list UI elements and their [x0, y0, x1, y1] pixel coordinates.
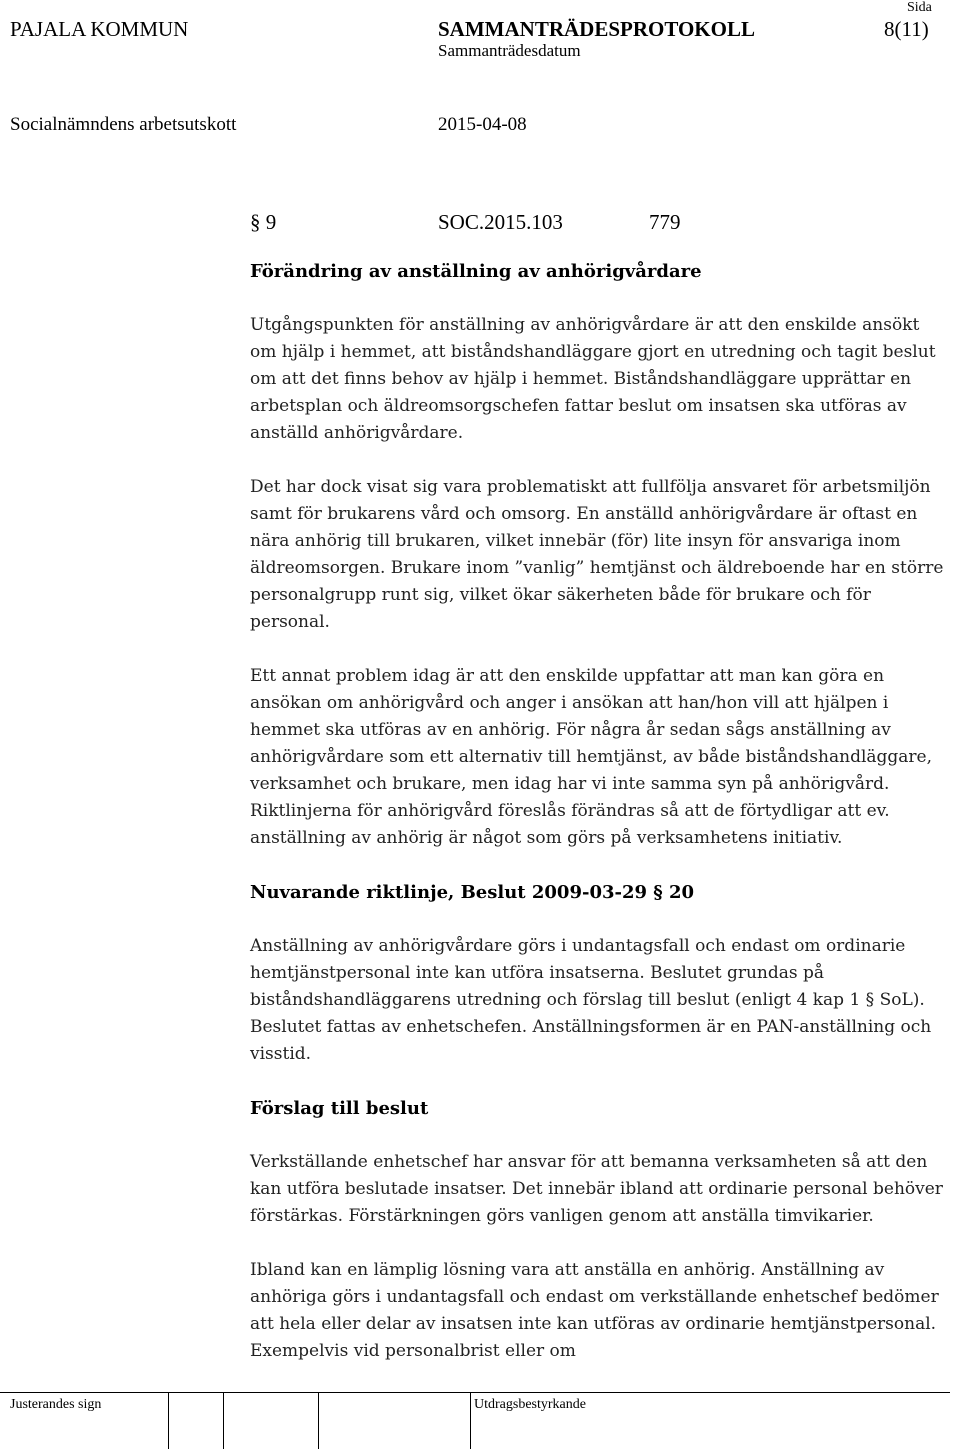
footer-divider [0, 1392, 950, 1393]
organization-name: PAJALA KOMMUN [10, 17, 189, 41]
paragraph: Ibland kan en lämplig lösning vara att anställa en anhörig. Anställning av anhöriga görs i undantagsfall och endast om verkställande enhetschef bedömer att hela eller delar av insatsen inte kan utföras av ordinarie hemtjänstpersonal. Exempelvis vid personalbrist eller om [250, 1260, 939, 1361]
meeting-date-label: Sammanträdesdatum [438, 41, 581, 60]
page-number: 8(11) [884, 17, 929, 41]
paragraph: Verkställande enhetschef har ansvar för att bemanna verksamheten så att den kan utföra beslutade insatser. Det innebär ibland att ordinarie personal behöver förstärkas. Förstärkningen görs vanligen genom att anställa timvikarier. [250, 1152, 943, 1226]
protocol-section [250, 210, 950, 1365]
paragraph: Ett annat problem idag är att den enskilde uppfattar att man kan göra en ansökan om anhörigvård och anger i ansökan att han/hon vill att hjälpen i hemmet ska utföras av en anhörig. För några år sedan sågs anställning av anhörigvårdare som ett alternativ till hemtjänst, av både biståndshandläggare, verksamhet och brukare, men idag har vi inte samma syn på anhörigvård. Riktlinjerna för anhörigvård föreslås förändras så att de förtydligar att ev. anställning av anhörig är något som görs på verksamhetens initiativ. [250, 666, 933, 848]
subheading-proposal: Förslag till beslut [250, 1098, 429, 1119]
document-title: SAMMANTRÄDESPROTOKOLL [438, 17, 755, 41]
signature-box-divider [470, 1392, 471, 1449]
subheading-current-guideline: Nuvarande riktlinje, Beslut 2009-03-29 § 20 [250, 882, 695, 903]
section-number: § 9 [250, 210, 277, 234]
signature-box-divider [168, 1392, 169, 1449]
document-number: 779 [649, 210, 681, 234]
signature-box-divider [223, 1392, 224, 1449]
case-reference: SOC.2015.103 [438, 210, 563, 234]
extract-certification-label: Utdragsbestyrkande [474, 1397, 586, 1412]
section-title: Förändring av anställning av anhörigvårdare [250, 261, 702, 282]
paragraph: Anställning av anhörigvårdare görs i undantagsfall och endast om ordinarie hemtjänstpersonal inte kan utföra insatserna. Beslutet grundas på biståndshandläggarens utredning och förslag till beslut (enligt 4 kap 1 § SoL). Beslutet fattas av enhetschefen. Anställningsformen är en PAN-anställning och visstid. [250, 936, 932, 1064]
signature-box-divider [318, 1392, 319, 1449]
paragraph: Utgångspunkten för anställning av anhörigvårdare är att den enskilde ansökt om hjälp i hemmet, att biståndshandläggare gjort en utredning och tagit beslut om att det finns behov av hjälp i hemmet. Biståndshandläggare upprättar en arbetsplan och äldreomsorgschefen fattar beslut om insatsen ska utföras av anställd anhörigvårdare. [250, 315, 936, 443]
paragraph: Det har dock visat sig vara problematiskt att fullfölja ansvaret för arbetsmiljön samt för brukarens vård och omsorg. En anställd anhörigvårdare är oftast en nära anhörig till brukaren, vilket innebär (för) lite insyn för ansvariga inom äldreomsorgen. Brukare inom ”vanlig” hemtjänst och äldreboende har en större personalgrupp runt sig, vilket ökar säkerheten både för brukare och för personal. [250, 477, 944, 632]
committee-name: Socialnämndens arbetsutskott [10, 114, 237, 135]
section-reference-line [250, 210, 950, 240]
signature-label: Justerandes sign [10, 1397, 102, 1412]
meeting-date: 2015-04-08 [438, 114, 527, 135]
page-label: Sida [907, 0, 932, 15]
